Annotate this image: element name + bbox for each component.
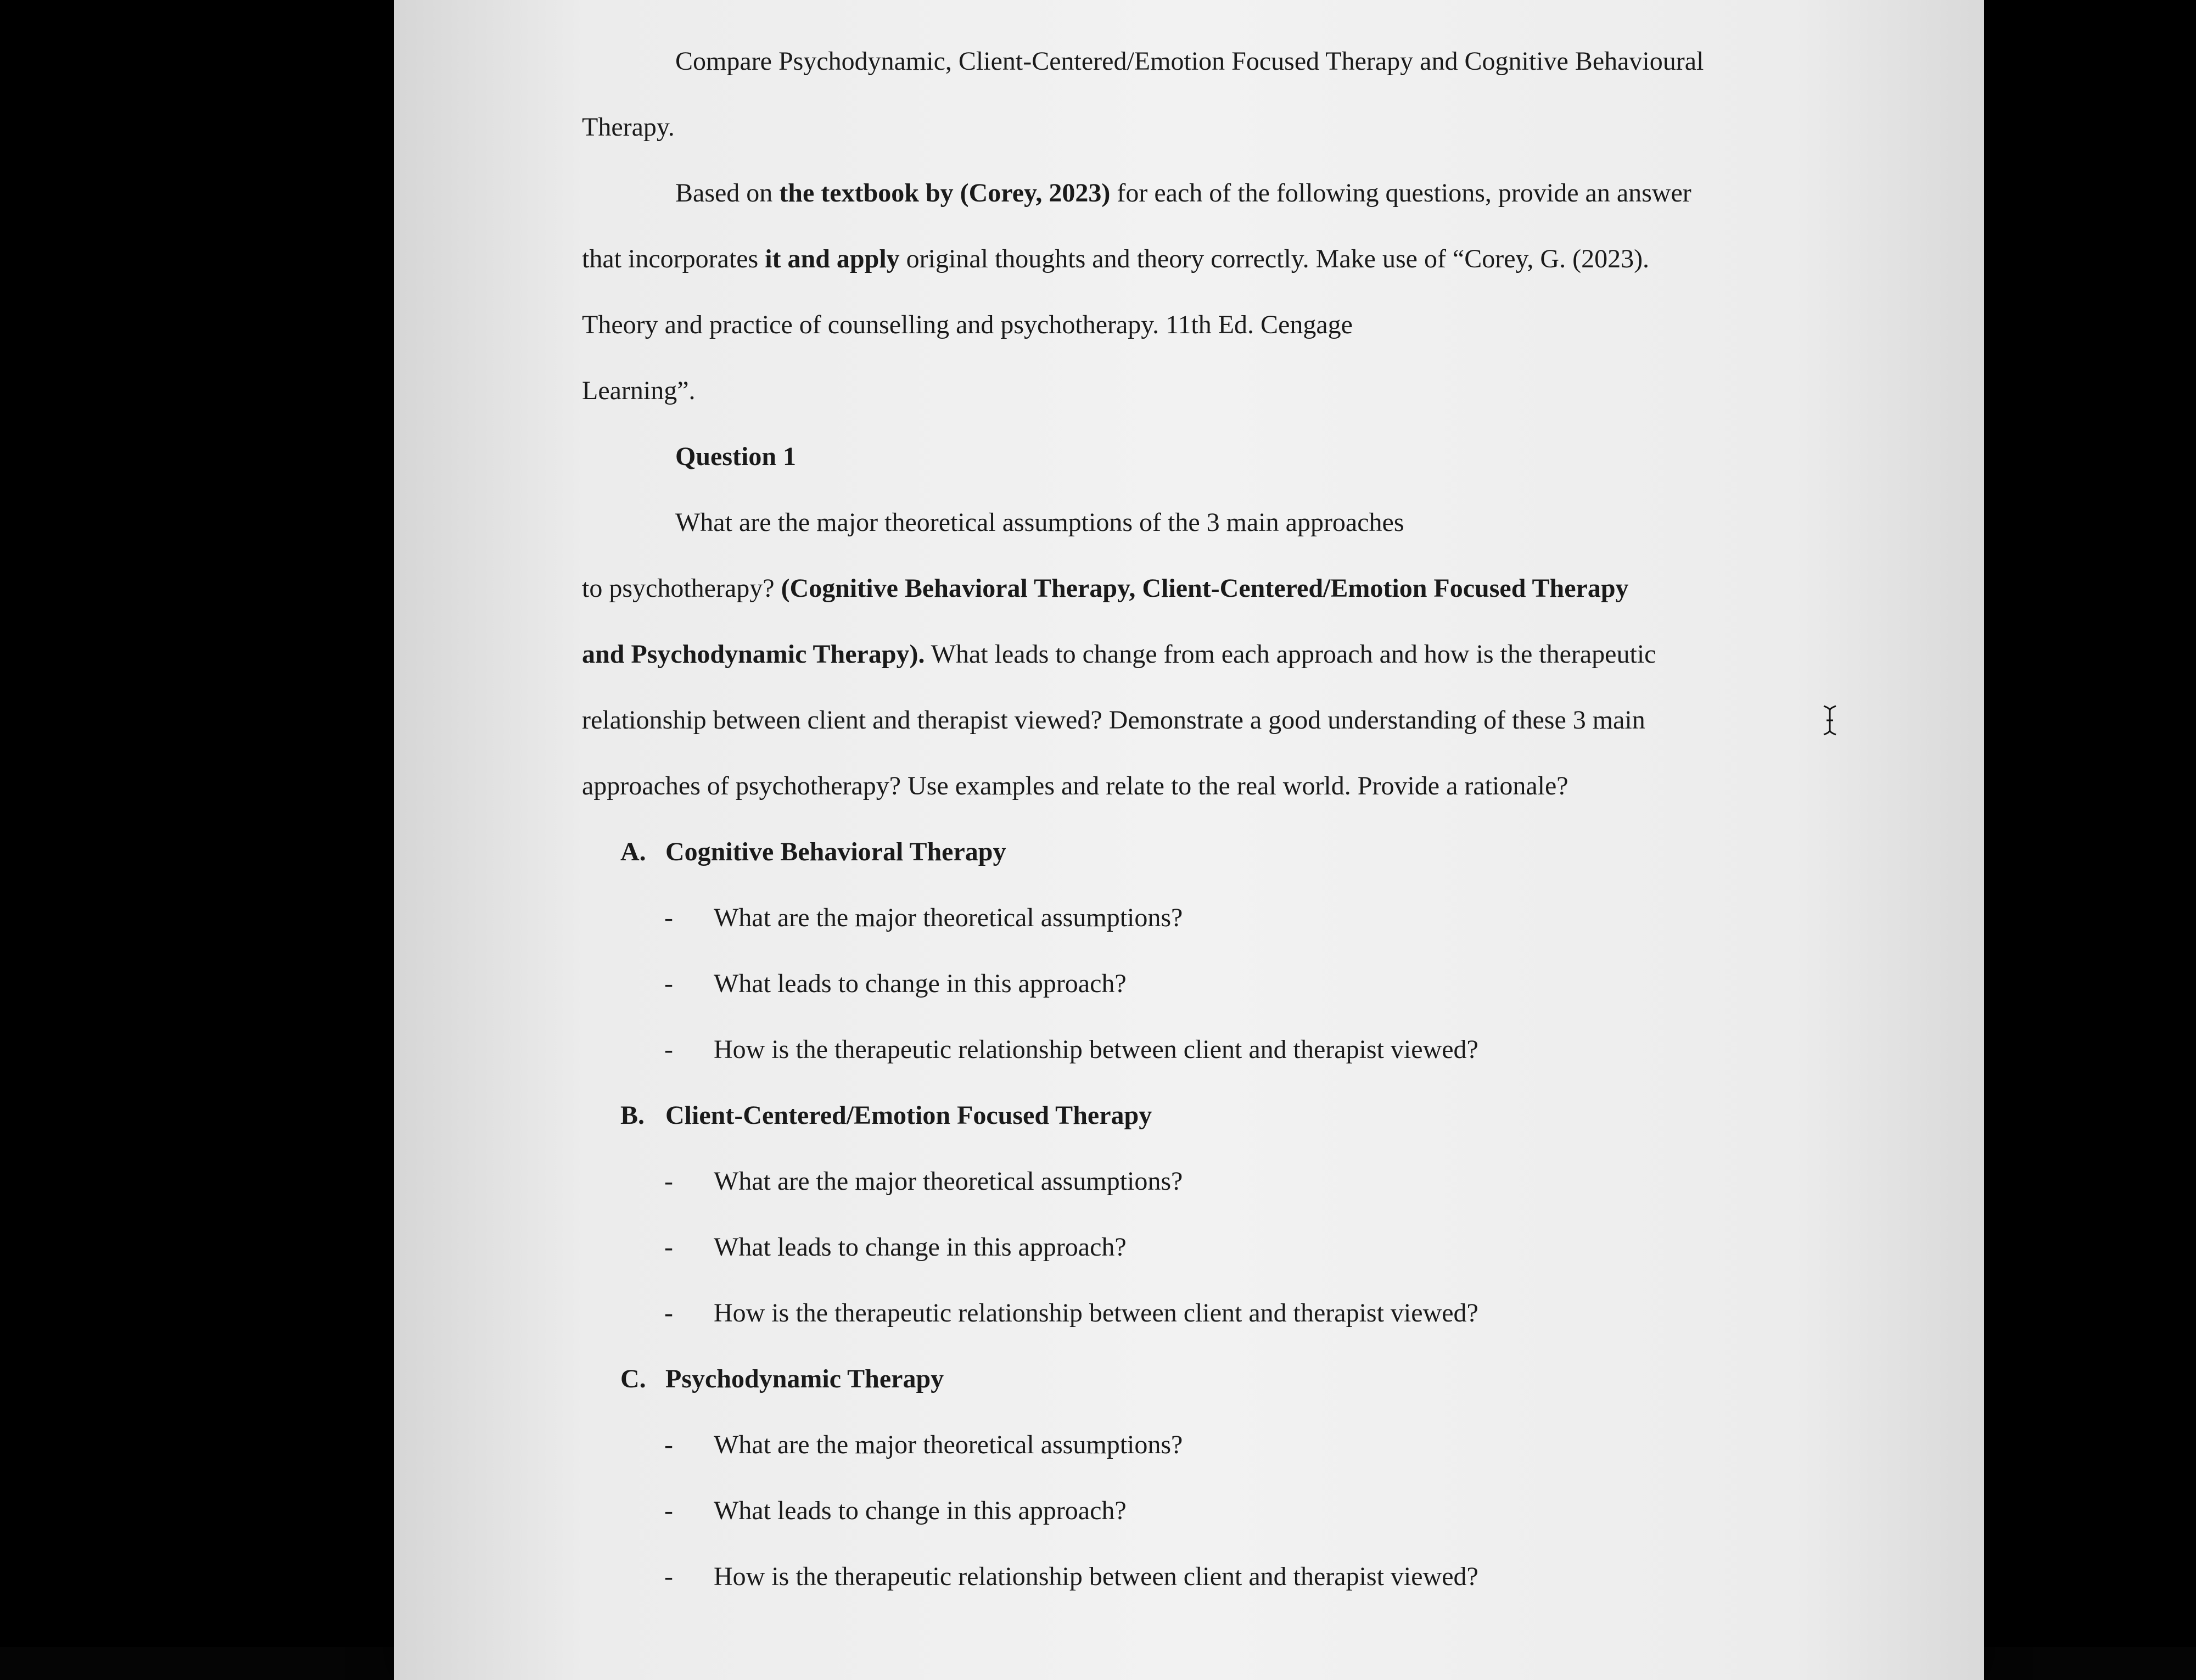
list-item xyxy=(664,1561,1478,1592)
text-cursor-icon xyxy=(1822,705,1838,736)
list-item xyxy=(664,903,1183,933)
question-bold-text: and Psychodynamic Therapy). xyxy=(582,640,925,669)
intro-line-2 xyxy=(582,244,1649,274)
intro-line-4: Learning”. xyxy=(582,376,696,405)
bullet-dash: - xyxy=(664,969,673,998)
list-item xyxy=(664,1298,1478,1328)
intro-text: original thoughts and theory correctly. Make use of “Corey, G. (2023). xyxy=(899,244,1650,273)
intro-text: for each of the following questions, provide an answer xyxy=(1110,178,1691,208)
list-item xyxy=(664,1034,1478,1065)
list-item xyxy=(664,1430,1183,1460)
list-item-text: What are the major theoretical assumptions? xyxy=(714,1167,1183,1196)
section-letter: C. xyxy=(620,1364,646,1393)
section-c-heading xyxy=(620,1364,944,1394)
section-letter: B. xyxy=(620,1101,645,1130)
question-line-2 xyxy=(582,573,1629,603)
question-text: What leads to change from each approach and how is the therapeutic xyxy=(925,640,1656,669)
bullet-dash: - xyxy=(664,1298,673,1328)
list-item-text: How is the therapeutic relationship between client and therapist viewed? xyxy=(714,1562,1478,1591)
question-line-5: approaches of psychotherapy? Use examples and relate to the real world. Provide a rationale? xyxy=(582,771,1568,800)
question-line-3 xyxy=(582,639,1656,669)
question-heading: Question 1 xyxy=(675,442,797,471)
list-item xyxy=(664,1166,1183,1196)
section-b-heading xyxy=(620,1100,1152,1130)
section-title: Client-Centered/Emotion Focused Therapy xyxy=(665,1101,1152,1130)
bullet-dash: - xyxy=(664,1167,673,1196)
list-item-text: What leads to change in this approach? xyxy=(714,969,1127,998)
intro-line-1 xyxy=(675,178,1691,208)
list-item xyxy=(664,1496,1127,1526)
intro-text: Based on xyxy=(675,178,780,208)
question-line-4: relationship between client and therapist viewed? Demonstrate a good understanding of these 3 main xyxy=(582,705,1645,735)
list-item xyxy=(664,968,1127,999)
list-item-text: What are the major theoretical assumptions? xyxy=(714,1430,1183,1459)
question-text: to psychotherapy? xyxy=(582,574,781,603)
bullet-dash: - xyxy=(664,903,673,932)
list-item-text: What are the major theoretical assumptions? xyxy=(714,903,1183,932)
list-item-text: What leads to change in this approach? xyxy=(714,1496,1127,1525)
bullet-dash: - xyxy=(664,1430,673,1459)
bullet-dash: - xyxy=(664,1496,673,1525)
list-item-text: How is the therapeutic relationship between client and therapist viewed? xyxy=(714,1035,1478,1064)
title-line-1: Compare Psychodynamic, Client-Centered/Emotion Focused Therapy and Cognitive Behavioural xyxy=(675,47,1704,76)
section-a-heading xyxy=(620,837,1006,867)
question-bold-text: (Cognitive Behavioral Therapy, Client-Centered/Emotion Focused Therapy xyxy=(781,574,1629,603)
section-title: Psychodynamic Therapy xyxy=(665,1364,944,1393)
bullet-dash: - xyxy=(664,1233,673,1262)
bullet-dash: - xyxy=(664,1035,673,1064)
list-item-text: How is the therapeutic relationship between client and therapist viewed? xyxy=(714,1298,1478,1328)
section-title: Cognitive Behavioral Therapy xyxy=(665,837,1006,866)
intro-bold-text: it and apply xyxy=(765,244,900,273)
list-item-text: What leads to change in this approach? xyxy=(714,1233,1127,1262)
intro-line-3: Theory and practice of counselling and psychotherapy. 11th Ed. Cengage xyxy=(582,310,1353,339)
section-letter: A. xyxy=(620,837,646,866)
intro-text: that incorporates xyxy=(582,244,765,273)
bullet-dash: - xyxy=(664,1562,673,1591)
intro-bold-text: the textbook by (Corey, 2023) xyxy=(779,178,1111,208)
title-line-2: Therapy. xyxy=(582,113,675,142)
list-item xyxy=(664,1232,1127,1262)
question-line-1: What are the major theoretical assumptions of the 3 main approaches xyxy=(675,508,1404,537)
